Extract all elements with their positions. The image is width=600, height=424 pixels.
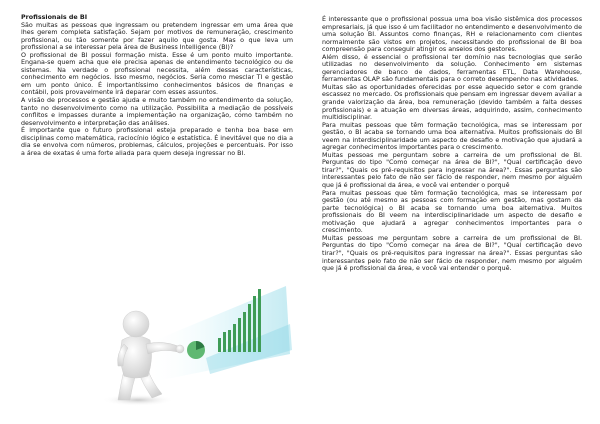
chart-board [146,286,292,382]
article-title: Profissionais de BI [21,14,88,21]
floor-shadow [102,394,174,406]
illustration-3d-man-presenting-chart [86,284,296,408]
presenter-chart-illustration [86,284,296,408]
paragraph: A visão de processos e gestão ajuda e muito também no entendimento da solução, tanto no desenvolvimento como na utilização. Possibilita a mediação de possíveis conflitos e impasses durante a implementação na organização, como também no desenvolvimento e interpretação das análises. [21,97,293,127]
paragraph: São muitas as pessoas que ingressam ou pretendem ingressar em uma área que lhes gerem completa satisfação. Sejam por motivos de remuneração, crescimento profissional, ou tão somente por fazer aquilo que gosta. Mas o que leva um profissional a se interessar pela área de Business Intelligence (BI)? [21,21,293,52]
pie-chart-icon [187,341,205,359]
right-column [322,16,582,273]
paragraph: Muitas são as oportunidades oferecidas por esse aquecido setor e com grande escassez no mercado. Os profissionais que pensam em ingressar devem avaliar a grande valorização da área, boa remuneração (devido também a falta desses profissionais) e a atuação em diversas áreas, adquirindo, assim, conhecimento multidisciplinar. [322,83,582,122]
paragraph: É interessante que o profissional possua uma boa visão sistêmica dos processos empresariais, já que isso é um facilitador no entendimento e desenvolvimento de uma solução BI. Assuntos como finanças, RH e relacionamento com clientes normalmente são vistos em projetos, necessitando do profissional de BI boa compreensão para conseguir atingir os anseios dos gestores. [322,16,582,54]
paragraph: Além disso, é essencial o profissional ter domínio nas tecnologias que serão utilizadas no desenvolvimento da solução. Conhecimento em sistemas gerenciadores de banco de dados, ferramentas ETL, Data Warehouse, ferramentas OLAP são fundamentais para o correto desempenho nas atividades. [322,53,582,84]
paragraph: O profissional de BI possui formação mista. Esse é um ponto muito importante. Engana-se quem acha que ele precisa apenas de entendimento tecnológico ou de sistemas. Na verdade o profissional necessita, além dessas características, conhecimento em negócios. Isso mesmo, negócios. Seria como mesclar TI e gestão em um ponto único. É importantíssimo conhecimentos básicos de finanças e contábil, pois provavelmente irá deparar com esses assuntos. [21,51,293,97]
paragraph: É importante que o futuro profissional esteja preparado e tenha boa base em disciplinas como matemática, raciocínio lógico e estatística. É inevitável que no dia a dia se envolva com números, problemas, cálculos, projeções e percentuais. Por isso a área de exatas é uma forte aliada para quem deseja ingressar no BI. [21,127,293,157]
paragraph: Muitas pessoas me perguntam sobre a carreira de um profissional de BI. Perguntas do tipo "Como começar na área de BI?", "Qual certificação devo tirar?", "Quais os pré-requisitos para ingressar na área?". Essas perguntas são interessantes pelo fato de não ser fácio de responder, nem mesmo por alguém que já é profissional da área, e você vai entender o porquê [322,151,582,190]
paragraph: Para muitas pessoas que têm formação tecnológica, mas se interessam por gestão, o BI acaba se tornando uma boa alternativa. Muitos profissionais do BI veem na interdisciplinaridade um aspecto de desafio e motivação que ajudará a agregar conhecimentos importantes para o crescimento. [322,121,582,152]
paragraph: Para muitas pessoas que têm formação tecnológica, mas se interessam por gestão (ou até mesmo as pessoas com formação em gestão, mas gostam da parte tecnológica) o BI acaba se tornando uma boa alternativa. Muitos profissionais do BI veem na interdisciplinaridade um aspecto de desafio e motivação que ajudará a agregar conhecimentos importantes para o crescimento. [322,189,582,235]
left-column [21,14,293,157]
paragraph: Muitas pessoas me perguntam sobre a carreira de um profissional de BI. Perguntas do tipo "Como começar na área de BI?", "Qual certificação devo tirar?", "Quais os pré-requisitos para ingressar na área?". Essas perguntas são interessantes pelo fato de não ser fácio de responder, nem mesmo por alguém que já é profissional da área, e você vai entender o porquê. [322,234,582,273]
